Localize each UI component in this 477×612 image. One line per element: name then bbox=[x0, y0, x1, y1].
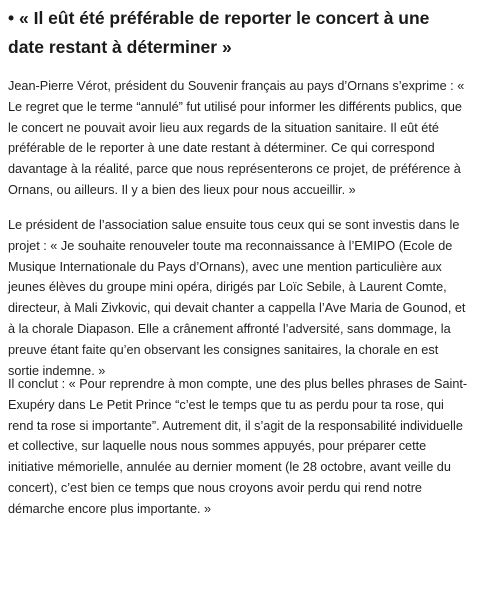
paragraph-verot-statement: Jean-Pierre Vérot, président du Souvenir français au pays d’Ornans s’exprime : « Le regret que le terme “annulé” fut utilisé pour informer les différents publics, que le concert ne pouvait avoir lieu aux regards de la situation sanitaire. Il eût été préférable de le reporter à une date restant à déterminer. Ce qui correspond davantage à la réalité, parce que nous représenterons ce projet, de préférence à Ornans, ou ailleurs. Il y a bien des lieux pour nous accueillir. » bbox=[8, 79, 465, 197]
article-headline: • « Il eût été préférable de reporter le concert à une date restant à déterminer » bbox=[8, 8, 430, 57]
article-body bbox=[8, 0, 470, 516]
paragraph-conclusion: Il conclut : « Pour reprendre à mon compte, une des plus belles phrases de Saint-Exupéry dans Le Petit Prince “c’est le temps que tu as perdu pour ta rose, qui rend ta rose si importante”. Autrement dit, il s’agit de la responsabilité individuelle et collective, sur laquelle nous nous sommes appuyés, pour préparer cette initiative mémorielle, annulée au dernier moment (le 28 octobre, avant veille du concert), c’est bien ce temps que nous croyons avoir perdu qui rend notre démarche encore plus importante. » bbox=[8, 377, 468, 516]
paragraph-acknowledgements: Le président de l’association salue ensuite tous ceux qui se sont investis dans le projet : « Je souhaite renouveler toute ma reconnaissance à l’EMIPO (Ecole de Musique Internationale du Pays d’Ornans), avec une mention particulière aux jeunes élèves du groupe mini opéra, dirigés par Loïc Sebile, à Laurent Comte, directeur, à Mali Zivkovic, qui devait chanter a cappella l’Ave Maria de Gounod, et à la chorale Diapason. Elle a crânement affronté l’adversité, sans dommage, la preuve étant faite qu’en observant les consignes sanitaires, la chorale en est sortie indemne. » bbox=[8, 218, 466, 378]
